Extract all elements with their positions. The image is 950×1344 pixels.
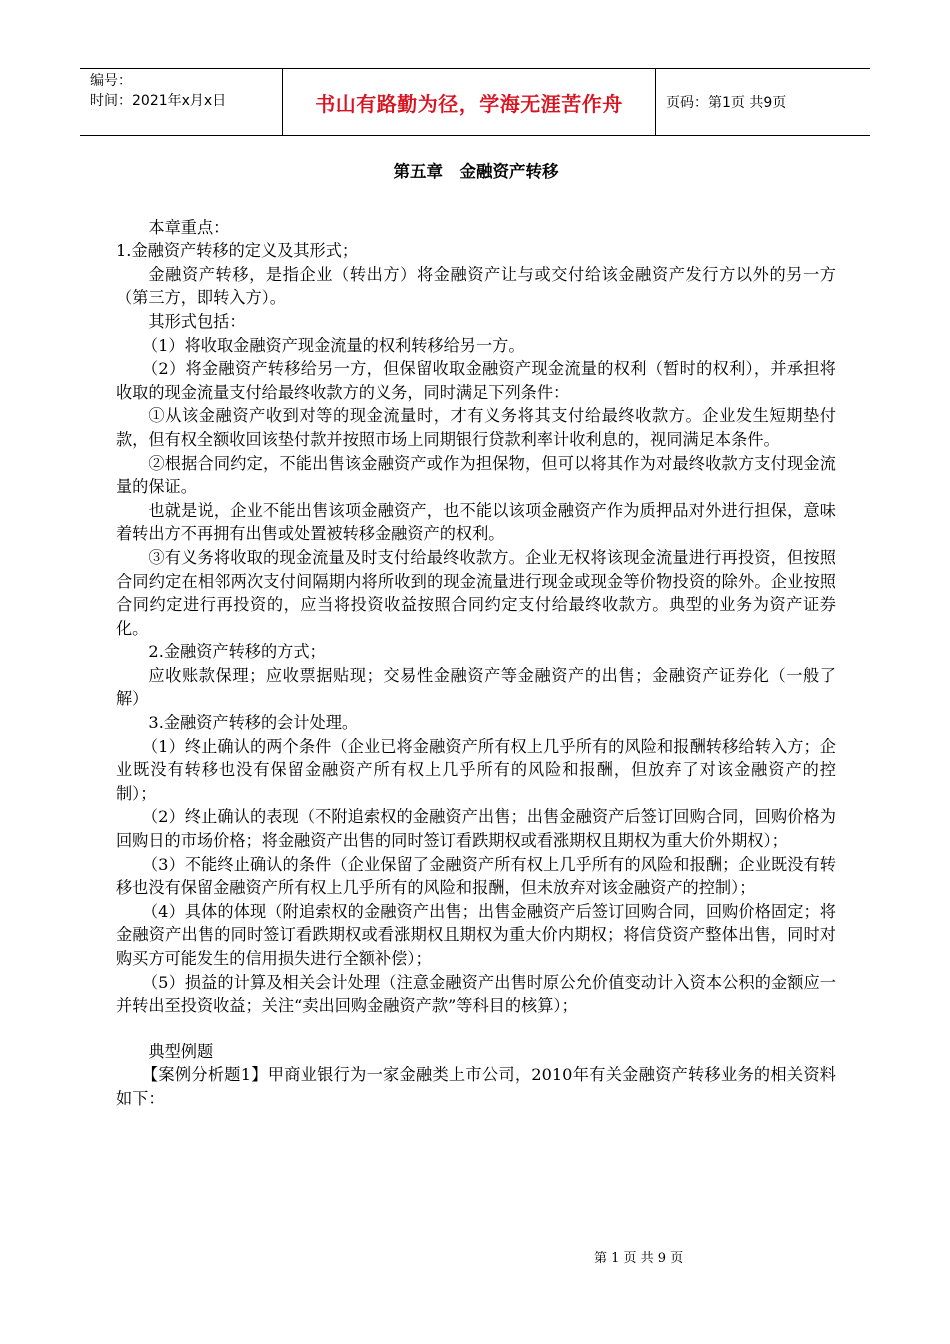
paragraph: 3.金融资产转移的会计处理。 xyxy=(148,713,359,733)
header-info-cell xyxy=(80,69,282,135)
spacer xyxy=(116,1018,836,1040)
paragraph: 本章重点： xyxy=(148,217,230,237)
paragraph: ①从该金融资产收到对等的现金流量时，才有义务将其支付给最终收款方。企业发生短期垫付款，但有权全额收回该垫付款并按照市场上同期银行贷款利率计收利息的，视同满足本条件。 xyxy=(116,406,836,449)
paragraph: 也就是说，企业不能出售该项金融资产，也不能以该项金融资产作为质押品对外进行担保，意味着转出方不再拥有出售或处置被转移金融资产的权利。 xyxy=(116,500,836,544)
paragraph: （5）损益的计算及相关会计处理（注意金融资产出售时原公允价值变动计入资本公积的金额应一并转出至投资收益；关注“卖出回购金融资产款”等科目的核算）； xyxy=(116,972,836,1016)
paragraph: 2.金融资产转移的方式； xyxy=(148,642,326,662)
header-page-label: 页码：第1页 共9页 xyxy=(666,95,787,111)
paragraph: （3）不能终止确认的条件（企业保留了金融资产所有权上几乎所有的风险和报酬；企业既没有转移也没有保留金融资产所有权上几乎所有的风险和报酬，但未放弃对该金融资产的控制）； xyxy=(116,854,836,898)
paragraph: （2）将金融资产转移给另一方，但保留收取金融资产现金流量的权利（暂时的权利），并承担将收取的现金流量支付给最终收款方的义务，同时满足下列条件： xyxy=(116,359,836,402)
paragraph: ②根据合同约定，不能出售该金融资产或作为担保物，但可以将其作为对最终收款方支付现金流量的保证。 xyxy=(116,453,836,497)
document-body xyxy=(116,160,836,1111)
document-number-label: 编号： xyxy=(90,73,132,89)
document-date-label: 时间：2021年x月x日 xyxy=(90,93,227,109)
paragraph: 其形式包括： xyxy=(148,311,246,331)
paragraph: （2）终止确认的表现（不附追索权的金融资产出售；出售金融资产后签订回购合同，回购价格为回购日的市场价格；将金融资产出售的同时签订看跌期权或看涨期权且期权为重大价外期权）； xyxy=(116,807,836,851)
paragraph: （1）将收取金融资产现金流量的权利转移给另一方。 xyxy=(141,335,525,355)
paragraph: 【案例分析题1】甲商业银行为一家金融类上市公司，2010年有关金融资产转移业务的相关资料如下： xyxy=(116,1065,836,1108)
paragraph: 1.金融资产转移的定义及其形式； xyxy=(116,241,359,261)
chapter-title: 第五章 金融资产转移 xyxy=(393,162,559,181)
page-header xyxy=(80,68,870,136)
paragraph: （4）具体的体现（附追索权的金融资产出售；出售金融资产后签订回购合同，回购价格固定；将金融资产出售的同时签订看跌期权或看涨期权且期权为重大价内期权；将信贷资产整体出售，同时对购买方可能发生的信用损失进行全额补偿）； xyxy=(116,901,836,968)
page-footer: 第 1 页 共 9 页 xyxy=(594,1251,684,1266)
paragraph: ③有义务将收取的现金流量及时支付给最终收款方。企业无权将该现金流量进行再投资，但按照合同约定在相邻两次支付间隔期内将所收到的现金流量进行现金或现金等价物投资的除外。企业按照合同约定进行再投资的，应当将投资收益按照合同约定支付给最终收款方。典型的业务为资产证券化。 xyxy=(116,547,836,638)
paragraph: （1）终止确认的两个条件（企业已将金融资产所有权上几乎所有的风险和报酬转移给转入方；企业既没有转移也没有保留金融资产所有权上几乎所有的风险和报酬，但放弃了对该金融资产的控制）； xyxy=(116,736,836,803)
paragraph: 金融资产转移，是指企业（转出方）将金融资产让与或交付给该金融资产发行方以外的另一方（第三方，即转入方）。 xyxy=(116,264,836,308)
header-motto: 书山有路勤为径，学海无涯苦作舟 xyxy=(282,69,656,135)
paragraph: 典型例题 xyxy=(148,1041,214,1061)
paragraph: 应收账款保理；应收票据贴现；交易性金融资产等金融资产的出售；金融资产证券化（一般了解） xyxy=(116,665,836,709)
